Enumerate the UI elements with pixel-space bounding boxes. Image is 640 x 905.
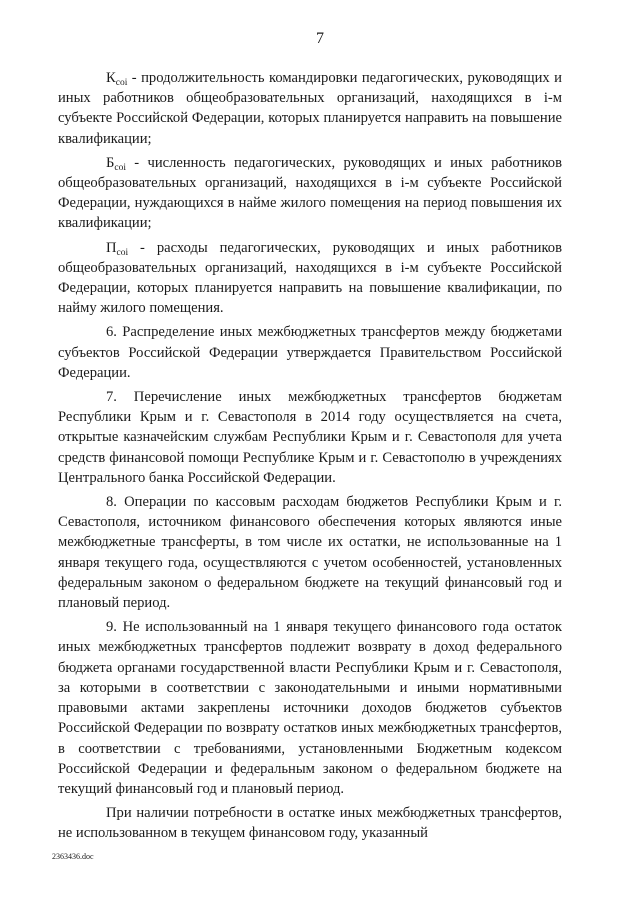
- clause-7-paragraph: 7. Перечисление иных межбюджетных трансфертов бюджетам Республики Крым и г. Севастополя в 2014 году осуществляется на счета, открытые казначейским службам Республики Крым и г. Севастополя для учета средств финансовой помощи Республике Крым и г. Севастополю в учреждениях Центрального банка Российской Федерации.: [58, 389, 562, 486]
- definition-b-paragraph: $Б_{соi}$ - численность педагогических, руководящих и иных работников общеобразовательных организаций, находящихся в i-м субъекте Российской Федерации, нуждающихся в найме жилого помещения на период повышения их квалификации;: [58, 154, 562, 232]
- symbol-k: $К_{соi}$: [106, 70, 128, 88]
- file-name-footer: 2363436.doc: [52, 852, 94, 861]
- page-number: 7: [316, 30, 324, 47]
- document-body: [58, 68, 562, 848]
- symbol-p: $П_{соi}$: [106, 239, 129, 258]
- clause-8-paragraph: 8. Операции по кассовым расходам бюджетов Республики Крым и г. Севастополя, источником финансового обеспечения которых являются иные межбюджетные трансферты, в том числе их остатки, не использованные на 1 января текущего года, осуществляются с учетом особенностей, установленных федеральным законом о федеральном бюджете на текущий финансовый год и плановый период.: [58, 494, 562, 612]
- continuation-paragraph: При наличии потребности в остатке иных межбюджетных трансфертов, не использованном в текущем финансовом году, указанный: [58, 805, 562, 842]
- clause-6-paragraph: 6. Распределение иных межбюджетных трансфертов между бюджетами субъектов Российской Федерации утверждается Правительством Российской Федерации.: [58, 324, 562, 381]
- definition-p-paragraph: $П_{соi}$ - расходы педагогических, руководящих и иных работников общеобразовательных организаций, находящихся в i-м субъекте Российской Федерации, которых планируется направить на повышение квалификации, по найму жилого помещения.: [58, 239, 562, 317]
- symbol-b: $Б_{соi}$: [106, 154, 126, 173]
- definition-k-paragraph: $К_{соi}$ - продолжительность командировки педагогических, руководящих и иных работников общеобразовательных организаций, находящихся в i-м субъекте Российской Федерации, которых планируется направить на повышение квалификации;: [58, 70, 562, 147]
- clause-9-paragraph: 9. Не использованный на 1 января текущего финансового года остаток иных межбюджетных трансфертов подлежит возврату в доход федерального бюджета органами государственной власти Республики Крым и г. Севастополя, за которыми в соответствии с законодательными и иными нормативными правовыми актами закреплены источники доходов бюджетов субъектов Российской Федерации по возврату остатков иных межбюджетных трансфертов, в соответствии с требованиями, установленными Бюджетным кодексом Российской Федерации и федеральным законом о федеральном бюджете на текущий финансовый год и плановый период.: [58, 619, 562, 797]
